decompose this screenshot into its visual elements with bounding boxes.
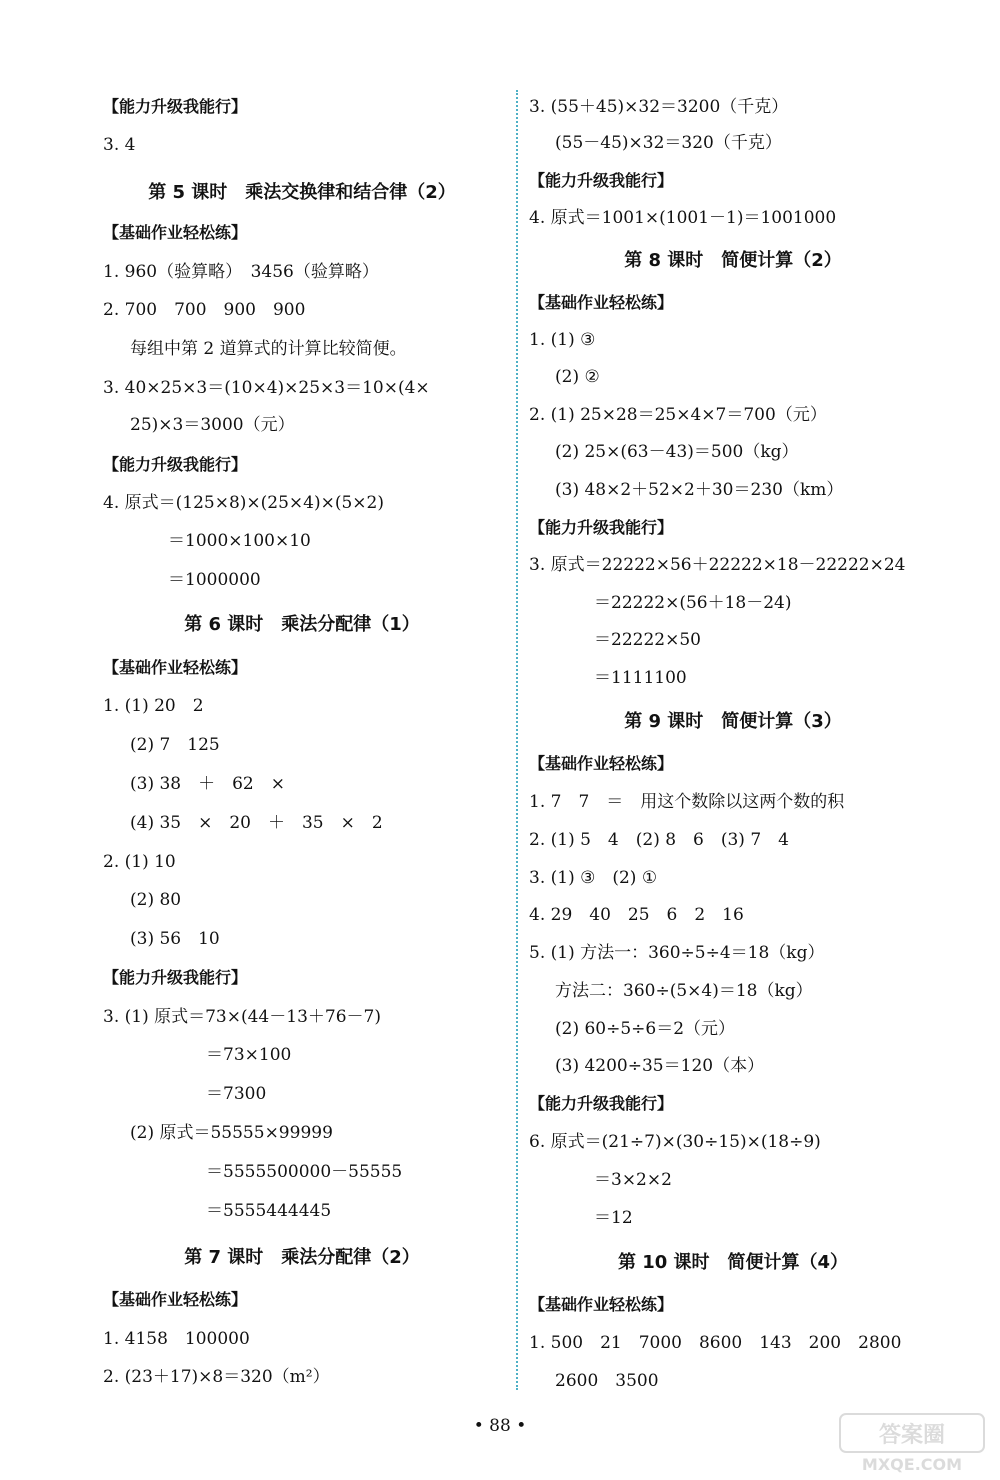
answer-line: ＝1111100 (594, 668, 687, 688)
answer-line: (3) 4200÷35＝120（本） (555, 1056, 765, 1076)
answer-line: ＝1000000 (168, 570, 261, 590)
answer-line: 4. 29 40 25 6 2 16 (529, 905, 744, 925)
answer-line: 每组中第 2 道算式的计算比较简便。 (130, 339, 407, 359)
section-header: 【能力升级我能行】 (103, 455, 248, 474)
answer-line: (3) 38 ＋ 62 × (130, 774, 285, 794)
answer-line: (2) 7 125 (130, 735, 220, 755)
answer-line: ＝12 (594, 1208, 633, 1228)
section-header: 【能力升级我能行】 (103, 97, 248, 116)
answer-line: (3) 48×2＋52×2＋30＝230（km） (555, 480, 844, 500)
svg-text:答案圈: 答案圈 (878, 1423, 946, 1448)
lesson-title: 第 7 课时 乘法分配律（2） (184, 1247, 420, 1268)
answer-line: 3. (1) ③ (2) ① (529, 868, 658, 888)
svg-text:MXQE.COM: MXQE.COM (861, 1455, 963, 1474)
column-divider (516, 90, 518, 1390)
answer-line: ＝7300 (206, 1084, 267, 1104)
answer-line: 4. 原式＝1001×(1001－1)＝1001000 (529, 208, 837, 228)
answer-line: (55－45)×32＝320（千克） (555, 133, 782, 153)
answer-line: 2. (1) 10 (103, 852, 176, 872)
section-header: 【能力升级我能行】 (103, 968, 248, 987)
answer-line: 4. 原式＝(125×8)×(25×4)×(5×2) (103, 493, 384, 513)
answer-line: 2. (23＋17)×8＝320（m²） (103, 1367, 330, 1387)
answer-line: ＝22222×(56＋18－24) (594, 593, 792, 613)
answer-line: (2) 60÷5÷6＝2（元） (555, 1019, 736, 1039)
lesson-title: 第 8 课时 简便计算（2） (624, 250, 842, 271)
answer-line: ＝3×2×2 (594, 1170, 672, 1190)
answer-line: (3) 56 10 (130, 929, 220, 949)
lesson-title: 第 10 课时 简便计算（4） (617, 1252, 849, 1273)
answer-line: (2) ② (555, 367, 600, 387)
answer-line: 1. (1) 20 2 (103, 696, 204, 716)
page-number: • 88 • (473, 1416, 527, 1436)
answer-line: 2. (1) 25×28＝25×4×7＝700（元） (529, 405, 827, 425)
section-header: 【基础作业轻松练】 (103, 1290, 248, 1309)
section-header: 【能力升级我能行】 (529, 518, 674, 537)
answer-line: ＝1000×100×10 (168, 531, 311, 551)
answer-line: 1. 7 7 ＝ 用这个数除以这两个数的积 (529, 792, 845, 812)
answer-line: 3. (55＋45)×32＝3200（千克） (529, 97, 789, 117)
section-header: 【基础作业轻松练】 (529, 293, 674, 312)
watermark-logo (838, 1412, 986, 1474)
answer-line: (4) 35 × 20 ＋ 35 × 2 (130, 813, 383, 833)
answer-line: 3. 40×25×3＝(10×4)×25×3＝10×(4× (103, 378, 430, 398)
answer-line: ＝5555500000－55555 (206, 1162, 403, 1182)
answer-line: 25)×3＝3000（元） (130, 415, 295, 435)
answer-line: 3. 4 (103, 135, 136, 155)
answer-line: 1. 500 21 7000 8600 143 200 2800 (529, 1333, 902, 1353)
answer-line: 2. (1) 5 4 (2) 8 6 (3) 7 4 (529, 830, 789, 850)
answer-line: 2. 700 700 900 900 (103, 300, 306, 320)
section-header: 【基础作业轻松练】 (529, 754, 674, 773)
answer-line: (2) 25×(63－43)＝500（kg） (555, 442, 799, 462)
answer-line: (2) 原式＝55555×99999 (130, 1123, 333, 1143)
answer-line: 1. (1) ③ (529, 330, 596, 350)
answer-line: 3. 原式＝22222×56＋22222×18－22222×24 (529, 555, 906, 575)
answer-line: 1. 960（验算略） 3456（验算略） (103, 262, 379, 282)
section-header: 【能力升级我能行】 (529, 171, 674, 190)
answer-line: 方法二：360÷(5×4)＝18（kg） (555, 981, 813, 1001)
answer-line: ＝22222×50 (594, 630, 701, 650)
section-header: 【基础作业轻松练】 (103, 223, 248, 242)
answer-line: (2) 80 (130, 890, 182, 910)
answer-line: ＝5555444445 (206, 1201, 332, 1221)
answer-line: 6. 原式＝(21÷7)×(30÷15)×(18÷9) (529, 1132, 821, 1152)
section-header: 【基础作业轻松练】 (529, 1295, 674, 1314)
answer-line: 5. (1) 方法一：360÷5÷4＝18（kg） (529, 943, 825, 963)
answer-line: 3. (1) 原式＝73×(44－13＋76－7) (103, 1007, 381, 1027)
lesson-title: 第 5 课时 乘法交换律和结合律（2） (148, 182, 456, 203)
answer-line: 2600 3500 (555, 1371, 659, 1391)
answer-line: 1. 4158 100000 (103, 1329, 250, 1349)
section-header: 【基础作业轻松练】 (103, 658, 248, 677)
lesson-title: 第 6 课时 乘法分配律（1） (184, 614, 420, 635)
section-header: 【能力升级我能行】 (529, 1094, 674, 1113)
answer-line: ＝73×100 (206, 1045, 292, 1065)
lesson-title: 第 9 课时 简便计算（3） (624, 711, 842, 732)
